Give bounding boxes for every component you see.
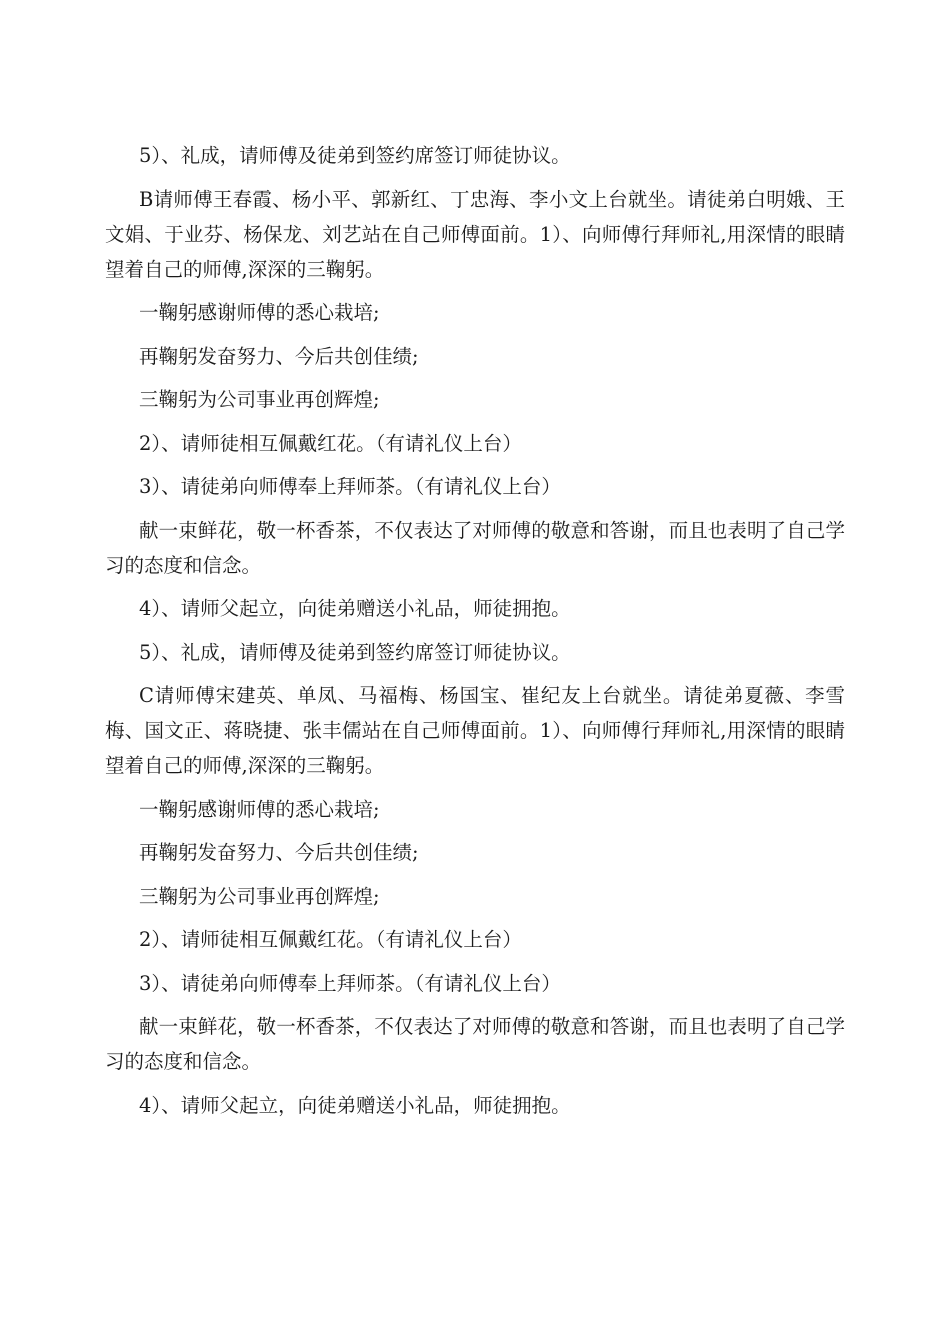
paragraph-third-bow: 三鞠躬为公司事业再创辉煌; <box>139 388 380 411</box>
paragraph-group-c-intro: C请师傅宋建英、单凤、马福梅、杨国宝、崔纪友上台就坐。请徒弟夏薇、李雪梅、国文正、蒋晓捷、张丰儒站在自己师傅面前。1）、向师傅行拜师礼,用深情的眼睛望着自己的师傅,深深的三鞠躬。 <box>105 684 845 777</box>
paragraph-gift-hug: 4）、请师父起立，向徒弟赠送小礼品，师徒拥抱。 <box>139 597 571 620</box>
paragraph-red-flowers: 2）、请师徒相互佩戴红花。（有请礼仪上台） <box>139 431 522 455</box>
paragraph-serve-tea-c: 3）、请徒弟向师傅奉上拜师茶。（有请礼仪上台） <box>139 971 561 995</box>
paragraph-gift-hug-c: 4）、请师父起立，向徒弟赠送小礼品，师徒拥抱。 <box>139 1093 571 1117</box>
paragraph-red-flowers-c: 2）、请师徒相互佩戴红花。（有请礼仪上台） <box>139 928 522 951</box>
paragraph-group-b-intro: B请师傅王春霞、杨小平、郭新红、丁忠海、李小文上台就坐。请徒弟白明娥、王文娟、于业芬、杨保龙、刘艺站在自己师傅面前。1）、向师傅行拜师礼,用深情的眼睛望着自己的师傅,深深的三鞠躬。 <box>105 187 845 281</box>
document-body <box>105 138 845 1131</box>
paragraph-ceremony-complete-2: 5）、礼成，请师傅及徒弟到签约席签订师徒协议。 <box>139 640 571 664</box>
paragraph-flowers-tea-meaning: 献一束鲜花，敬一杯香茶，不仅表达了对师傅的敬意和答谢，而且也表明了自己学习的态度和信念。 <box>105 518 845 577</box>
paragraph-second-bow: 再鞠躬发奋努力、今后共创佳绩; <box>139 344 419 368</box>
paragraph-first-bow: 一鞠躬感谢师傅的悉心栽培; <box>139 301 380 324</box>
paragraph-third-bow-c: 三鞠躬为公司事业再创辉煌; <box>139 884 380 908</box>
paragraph-flowers-tea-meaning-c: 献一束鲜花，敬一杯香茶，不仅表达了对师傅的敬意和答谢，而且也表明了自己学习的态度和信念。 <box>105 1015 845 1073</box>
paragraph-serve-tea: 3）、请徒弟向师傅奉上拜师茶。（有请礼仪上台） <box>139 475 561 498</box>
paragraph-first-bow-c: 一鞠躬感谢师傅的悉心栽培; <box>139 797 380 821</box>
paragraph-second-bow-c: 再鞠躬发奋努力、今后共创佳绩; <box>139 841 419 864</box>
paragraph-ceremony-complete-1: 5）、礼成，请师傅及徒弟到签约席签订师徒协议。 <box>139 144 571 167</box>
